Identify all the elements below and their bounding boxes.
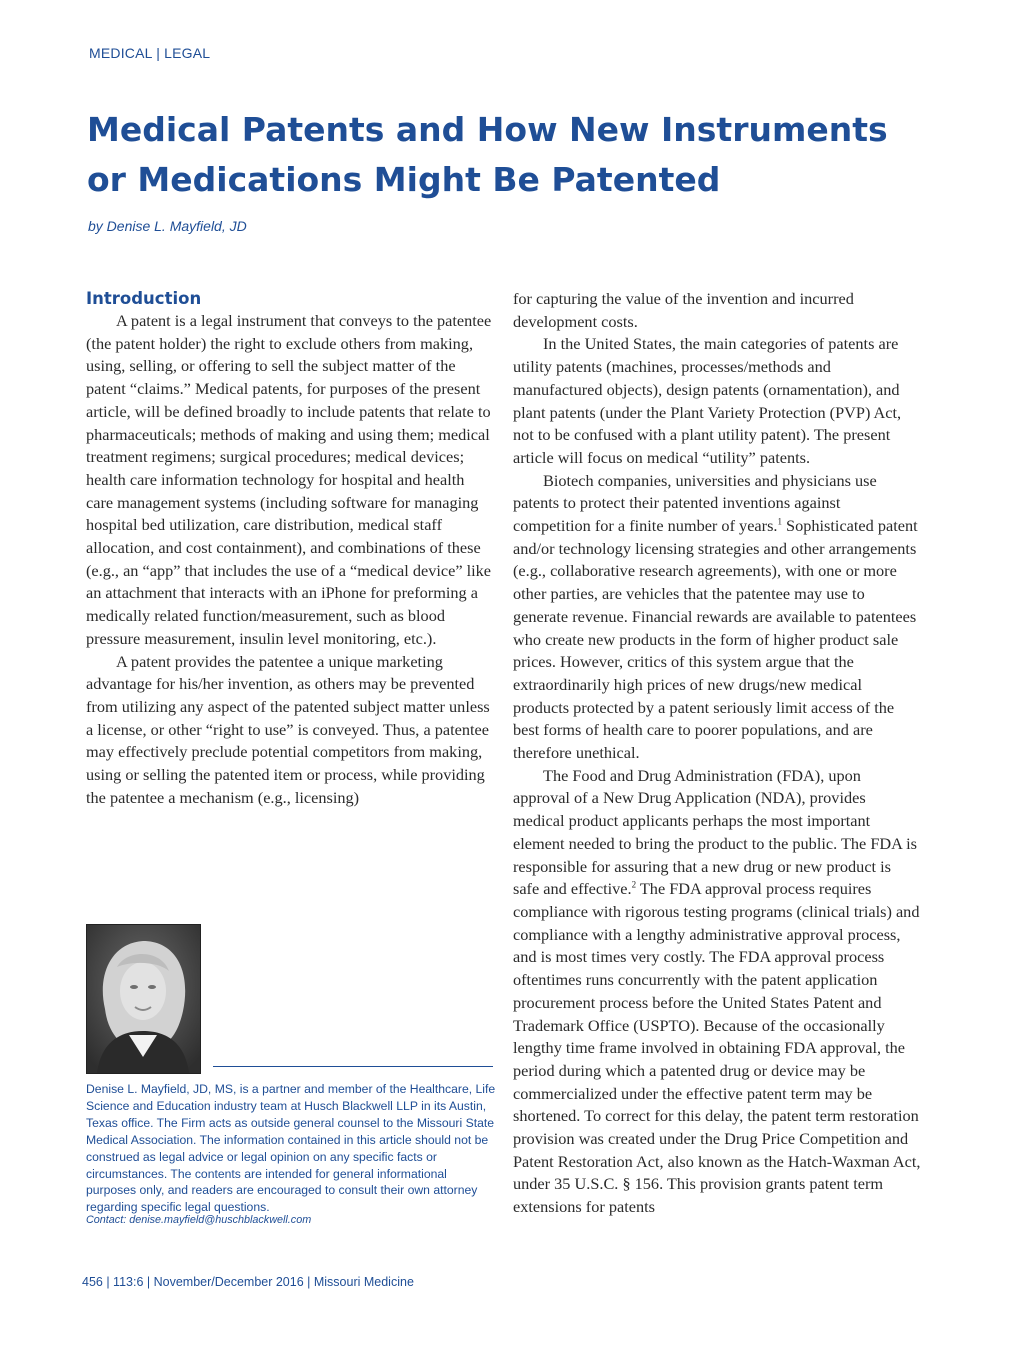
page-footer: 456 | 113:6 | November/December 2016 | Missouri Medicine xyxy=(82,1275,414,1289)
footnote-ref: 2 xyxy=(631,879,637,890)
paragraph xyxy=(513,765,921,1219)
paragraph: A patent provides the patentee a unique marketing advantage for his/her invention, as others may be prevented from utilizing any aspect of the patented subject matter unless a license, or other “right to use” is conveyed. Thus, a patentee may effectively preclude potential competitors from making, using or selling the patented item or process, while providing the patentee a mechanism (e.g., licensing) xyxy=(86,651,490,807)
article-title xyxy=(87,105,947,205)
paragraph: A patent is a legal instrument that conveys to the patentee (the patent holder) the right to exclude others from making, using, selling, or offering to sell the subject matter of the patent “claims.” Medical patents, for purposes of the present article, will be defined broadly to include patents that relate to pharmaceuticals; methods of making and using them; medical treatment regimens; surgical procedures; medical devices; health care information technology for hospital and health care management systems (including software for managing hospital bed utilization, care distribution, medical staff allocation, and cost containment), and combinations of these (e.g., an “app” that includes the use of a “medical device” like an attachment that interacts with an iPhone for preforming a medically related function/measurement, such as blood pressure measurement, insulin level monitoring, etc.). xyxy=(86,311,492,648)
intro-heading: Introduction xyxy=(86,289,202,308)
right-column xyxy=(513,288,921,1219)
paragraph-text: The Food and Drug Administration (FDA), upon approval of a New Drug Application (NDA), provides medical product applicants perhaps the most important element needed to bring the product to the public. The FDA is responsible for assuring that a new drug or new product is safe and effective. xyxy=(513,765,917,899)
paragraph: In the United States, the main categories of patents are utility patents (machines, processes/methods and manufactured objects), design patents (ornamentation), and plant patents (under the Plant Variety Protection (PVP) Act, not to be confused with a plant utility patent). The present article will focus on medical “utility” patents. xyxy=(513,334,902,467)
author-contact: Contact: denise.mayfield@huschblackwell.com xyxy=(86,1214,312,1226)
footnote-ref: 1 xyxy=(777,516,782,527)
author-photo xyxy=(86,924,201,1074)
paragraph-text: The FDA approval process requires compliance with rigorous testing programs (clinical trials) and compliance with a lengthy administrative approval process, and is most times very costly. The FDA approval process oftentimes runs concurrently with the patent application procurement process before the United States Patent and Trademark Office (USPTO). Because of the occasionally lengthy time frame involved in obtaining FDA approval, the period during which a patented drug or device may be commercialized under the effective patent term may be shortened. To correct for this delay, the patent term restoration provision was created under the Drug Price Competition and Patent Restoration Act, also known as the Hatch-Waxman Act, under 35 U.S.C. § 156. This provision grants patent term extensions for patents xyxy=(513,879,921,1217)
paragraph-text: Sophisticated patent and/or technology licensing strategies and other arrangements (e.g., collaborative research agreements), with one or more other parties, are vehicles that the patentee may use to generate revenue. Financial rewards are available to patentees who create new products in the form of higher product sale prices. However, critics of this system argue that the extraordinarily high prices of new drugs/new medical products protected by a patent seriously limit access of the best forms of health care to poorer populations, and are therefore unethical. xyxy=(513,516,918,763)
paragraph: for capturing the value of the invention and incurred development costs. xyxy=(513,289,854,331)
article-title-line-2: or Medications Might Be Patented xyxy=(87,160,721,199)
paragraph xyxy=(513,470,921,765)
divider-line xyxy=(213,1066,493,1067)
paragraph-text: Biotech companies, universities and physicians use patents to protect their patented inventions against competition for a finite number of years. xyxy=(513,470,877,536)
section-tag: MEDICAL | LEGAL xyxy=(89,45,211,61)
left-column xyxy=(86,288,494,809)
article-title-line-1: Medical Patents and How New Instruments xyxy=(87,110,888,149)
author-bio: Denise L. Mayfield, JD, MS, is a partner and member of the Healthcare, Life Science and Education industry team at Husch Blackwell LLP in its Austin, Texas office. The Firm acts as outside general counsel to the Missouri State Medical Association. The information contained in this article should not be construed as legal advice or legal opinion on any specific facts or circumstances. The contents are intended for general informational purposes only, and readers are encouraged to consult their own attorney regarding specific legal questions. xyxy=(86,1082,496,1215)
byline: by Denise L. Mayfield, JD xyxy=(88,218,247,234)
